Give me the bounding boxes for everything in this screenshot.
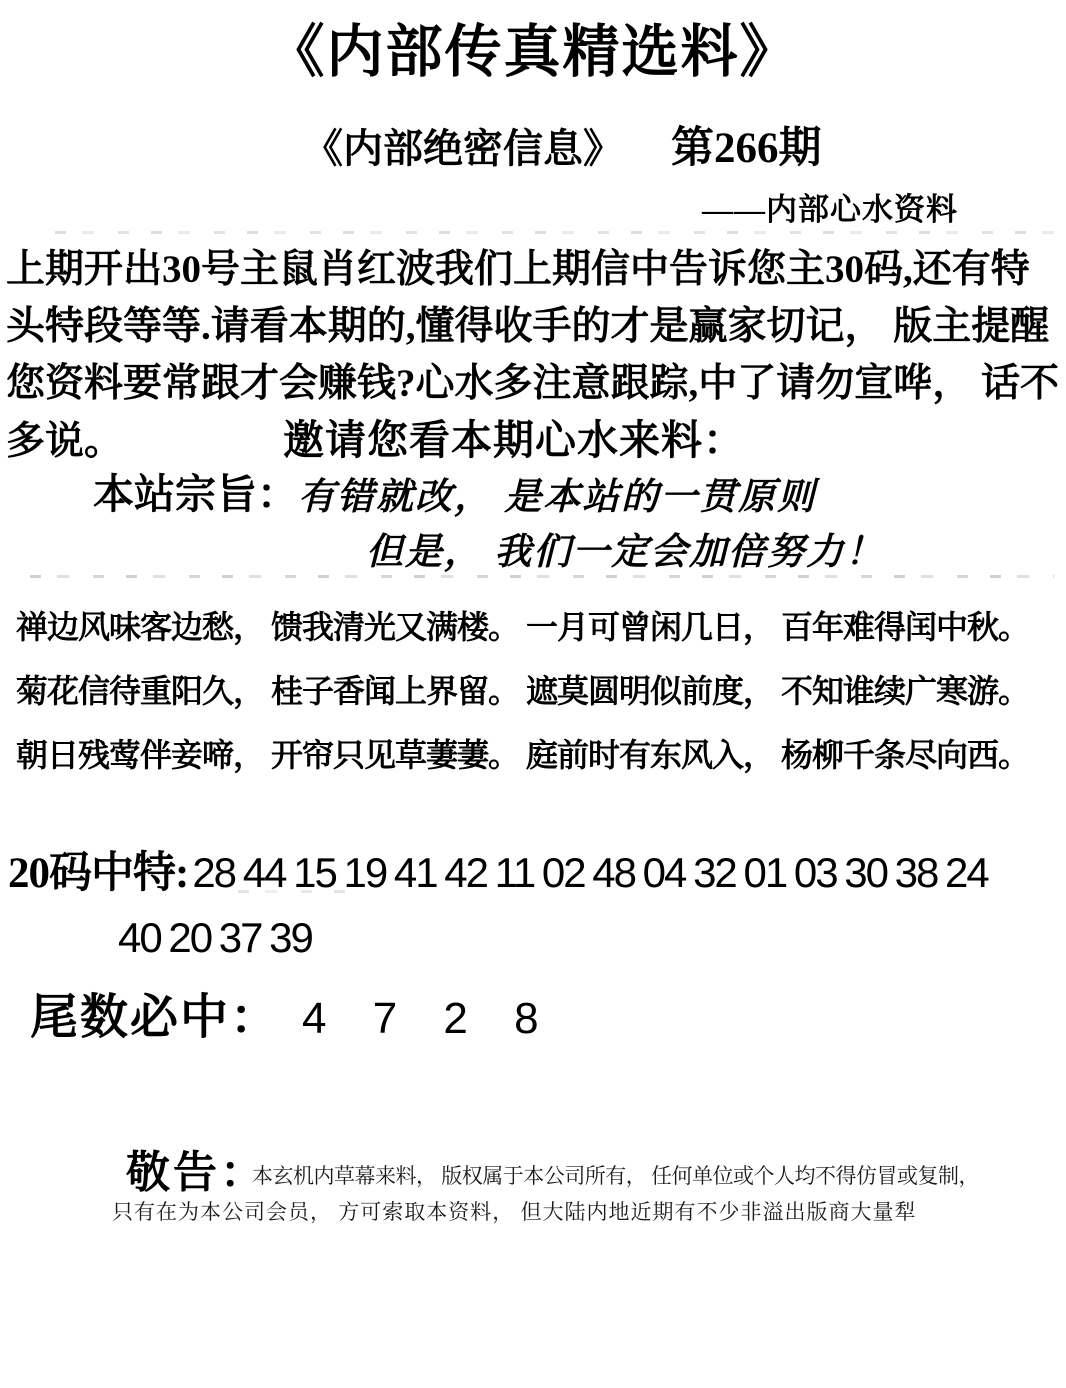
tails-numbers: 4 7 2 8	[302, 994, 539, 1043]
intro-paragraph	[6, 241, 1062, 469]
motto-label: 本站宗旨：	[93, 471, 298, 517]
subtitle: 《内部绝密信息》	[303, 126, 623, 171]
intro-line-3: 您资料要常跟才会赚钱?心水多注意跟踪,中了请勿宣哗， 话不	[6, 362, 1060, 405]
issue-number: 第266期	[671, 125, 822, 172]
poem-line-3: 朝日残莺伴妾啼， 开帘只见草萋萋。 庭前时有东风入， 杨柳千条尽向西。	[16, 737, 1030, 773]
page-title: 《内部传真精选料》	[267, 21, 799, 84]
picks-numbers-line-1: 28 44 15 19 41 42 11 02 48 04 32 01 03 30 38 24	[192, 849, 988, 896]
poem-block	[16, 595, 1064, 787]
notice-line-2: 只有在为本公司会员， 方可索取本资料， 但大陆内地近期有不少非溢出版商大量犁	[112, 1200, 917, 1224]
tails-row	[30, 978, 539, 1047]
intro-line-4-text: 多说。	[6, 420, 124, 463]
tagline: ——内部心水资料	[702, 192, 958, 227]
motto-line-1: 有错就改， 是本站的一贯原则	[298, 477, 817, 518]
poem-line-1: 禅边风味客边愁， 馈我清光又满楼。 一月可曾闲几日， 百年难得闰中秋。	[16, 609, 1030, 645]
picks-numbers-line-2: 40 20 37 39	[118, 914, 312, 961]
notice-line-1: 本玄机内草幕来料， 版权属于本公司所有， 任何单位或个人均不得仿冒或复制，	[252, 1164, 979, 1188]
invite-text: 邀请您看本期心水来料：	[283, 417, 746, 463]
notice-label: 敬告：	[126, 1148, 267, 1197]
scan-artifact-line-middle	[30, 575, 1054, 578]
subtitle-row	[303, 114, 822, 175]
notice-block	[0, 1134, 1066, 1264]
poem-line-2: 菊花信待重阳久， 桂子香闻上界留。 遮莫圆明似前度， 不知谁续广寒游。	[16, 673, 1030, 709]
picks-label: 20码中特:	[8, 850, 189, 897]
picks-row	[8, 839, 988, 900]
tails-label: 尾数必中：	[30, 991, 281, 1044]
intro-line-1: 上期开出30号主鼠肖红波我们上期信中告诉您主30码,还有特	[6, 248, 1030, 291]
intro-line-2: 头特段等等.请看本期的,懂得收手的才是赢家切记， 版主提醒	[6, 305, 1050, 348]
motto-line-2: 但是， 我们一定会加倍努力！	[366, 532, 885, 573]
scan-artifact-smudge	[238, 890, 348, 893]
scan-artifact-line-top	[55, 231, 1058, 234]
